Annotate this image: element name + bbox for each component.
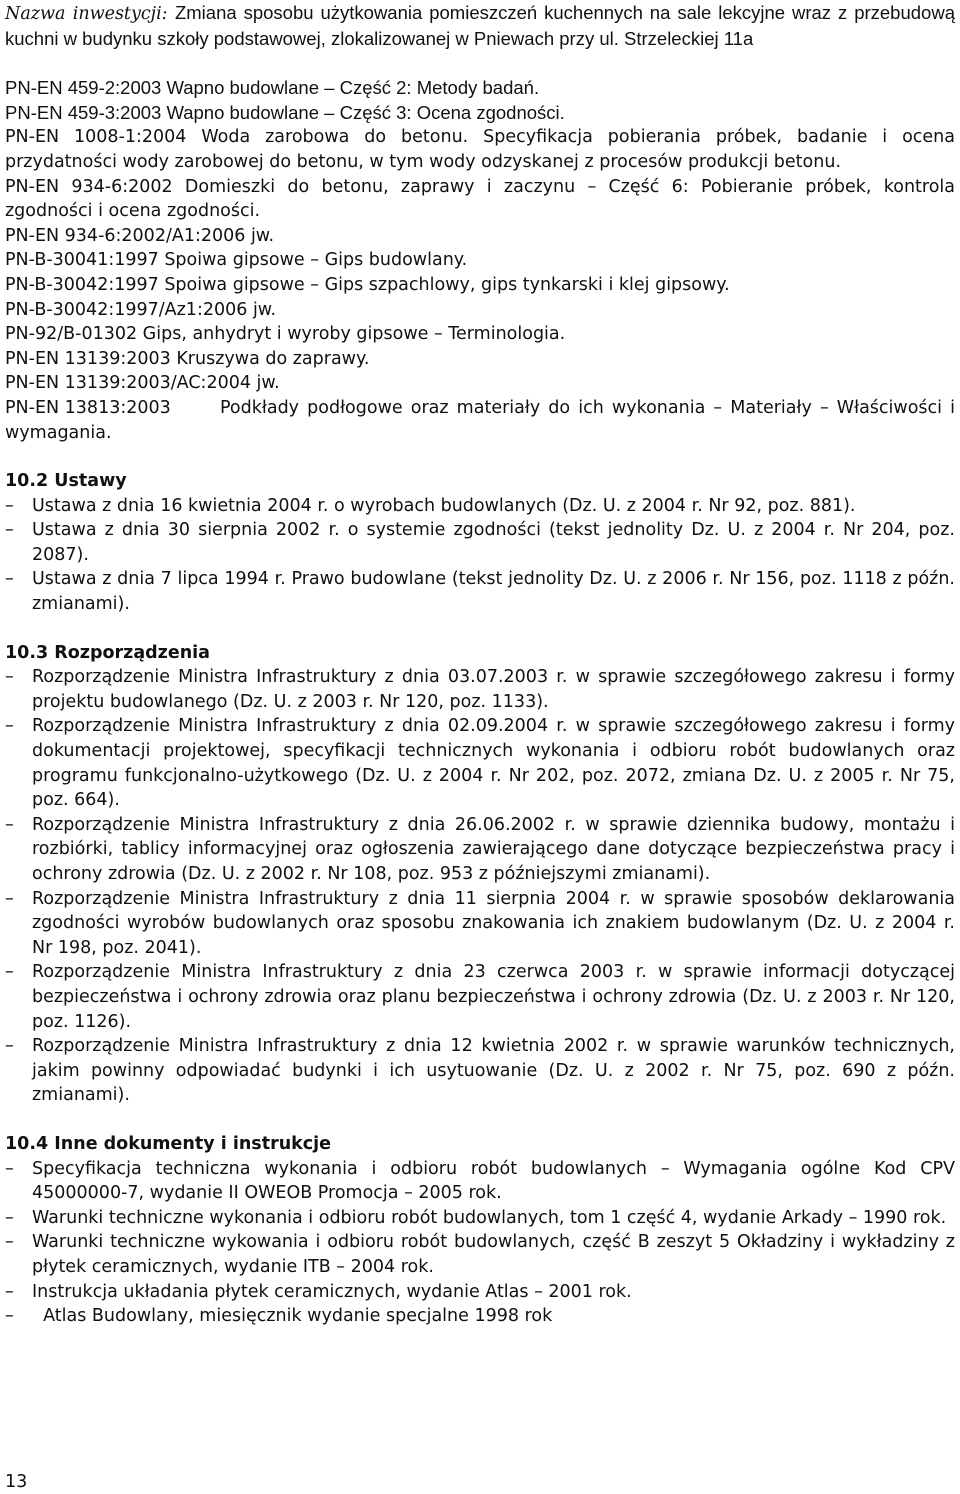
norm-item: PN-EN 934-6:2002/A1:2006 jw. xyxy=(5,225,275,246)
norm-item: PN-B-30041:1997 Spoiwa gipsowe – Gips budowlany. xyxy=(5,250,468,271)
dash-marker: – xyxy=(5,667,14,688)
dash-marker: – xyxy=(5,1036,14,1057)
dash-marker: – xyxy=(5,520,14,541)
list-item: – Instrukcja układania płytek ceramicznych, wydanie Atlas – 2001 rok. xyxy=(5,1280,955,1305)
dash-marker: – xyxy=(5,1281,14,1302)
norm-text: Podkłady podłogowe oraz materiały do ich wykonania – Materiały – Właściwości i wymagania. xyxy=(5,397,955,443)
section-heading-ustawy: 10.2 Ustawy xyxy=(5,471,127,492)
section-list-inne-dokumenty xyxy=(5,1157,955,1329)
dash-marker: – xyxy=(5,569,14,590)
list-item: – Rozporządzenie Ministra Infrastruktury z dnia 26.06.2002 r. w sprawie dziennika budowy, montażu i rozbiórki, tablicy informacyjnej oraz ogłoszenia zawierającego dane dotyczące bezpieczeństwa pracy i ochrony zdrowia (Dz. U. z 2002 r. Nr 108, poz. 953 z późniejszymi zmianami). xyxy=(5,814,955,884)
dash-marker: – xyxy=(5,495,14,516)
norm-item: PN-EN 13139:2003 Kruszywa do zaprawy. xyxy=(5,348,370,369)
norm-item: PN-EN 1008-1:2004 Woda zarobowa do betonu. Specyfikacja pobierania próbek, badanie i ocena przydatności wody zarobowej do betonu, w tym wody odzyskanej z procesów produkcji betonu. xyxy=(5,127,955,172)
investment-title: Zmiana sposobu użytkowania pomieszczeń kuchennych na sale lekcyjne wraz z przebudową kuchni w budynku szkoły podstawowej, zlokalizowanej w Pniewach przy ul. Strzeleckiej 11a xyxy=(5,2,955,49)
section-list-rozporzadzenia xyxy=(5,665,955,1108)
dash-marker: – xyxy=(5,1158,14,1179)
investment-header xyxy=(5,1,955,52)
section-list-ustawy xyxy=(5,494,955,617)
dash-marker: – xyxy=(5,1207,14,1228)
dash-marker: – xyxy=(5,962,14,983)
list-item: – Rozporządzenie Ministra Infrastruktury z dnia 02.09.2004 r. w sprawie szczegółowego zakresu i formy dokumentacji projektowej, specyfikacji technicznych wykonania i odbioru robót budowlanych oraz programu funkcjonalno-użytkowego (Dz. U. z 2004 r. Nr 202, poz. 2072, zmiana Dz. U. z 2005 r. Nr 75, poz. 664). xyxy=(5,716,955,811)
section-heading-rozporzadzenia: 10.3 Rozporządzenia xyxy=(5,642,210,663)
dash-marker: – xyxy=(5,888,14,909)
norm-item: PN-92/B-01302 Gips, anhydryt i wyroby gipsowe – Terminologia. xyxy=(5,324,566,345)
list-item: – Specyfikacja techniczna wykonania i odbioru robót budowlanych – Wymagania ogólne Kod CPV 45000000-7, wydanie II OWEOB Promocja – 2005 rok. xyxy=(5,1158,955,1204)
dash-marker: – xyxy=(5,1232,14,1253)
document-page xyxy=(5,0,955,1329)
norm-code: PN-EN 13813:2003 xyxy=(5,397,171,418)
investment-label: Nazwa inwestycji: xyxy=(5,4,168,24)
norm-item: PN-EN 13139:2003/AC:2004 jw. xyxy=(5,373,280,394)
dash-marker: – xyxy=(5,1306,14,1327)
page-number: 13 xyxy=(5,1472,28,1492)
norms-arial-list xyxy=(5,76,955,125)
list-item: – Atlas Budowlany, miesięcznik wydanie specjalne 1998 rok xyxy=(5,1304,955,1329)
norm-item: PN-EN 934-6:2002 Domieszki do betonu, zaprawy i zaczynu – Część 6: Pobieranie próbek, kontrola zgodności i ocena zgodności. xyxy=(5,176,955,222)
list-item: – Ustawa z dnia 7 lipca 1994 r. Prawo budowlane (tekst jednolity Dz. U. z 2006 r. Nr 156, poz. 1118 z późn. zmianami). xyxy=(5,569,955,615)
list-item: – Rozporządzenie Ministra Infrastruktury z dnia 23 czerwca 2003 r. w sprawie informacji dotyczącej bezpieczeństwa i ochrony zdrowia oraz planu bezpieczeństwa i ochrony zdrowia (Dz. U. z 2003 r. Nr 120, poz. 1126). xyxy=(5,962,955,1032)
dash-marker: – xyxy=(5,814,14,835)
norm-item: PN-EN 459-3:2003 Wapno budowlane – Część 3: Ocena zgodności. xyxy=(5,101,565,123)
list-item: – Ustawa z dnia 30 sierpnia 2002 r. o systemie zgodności (tekst jednolity Dz. U. z 2004 r. Nr 204, poz. 2087). xyxy=(5,520,955,565)
list-item: – Rozporządzenie Ministra Infrastruktury z dnia 03.07.2003 r. w sprawie szczegółowego zakresu i formy projektu budowlanego (Dz. U. z 2003 r. Nr 120, poz. 1133). xyxy=(5,667,955,712)
norm-item: PN-B-30042:1997 Spoiwa gipsowe – Gips szpachlowy, gips tynkarski i klej gipsowy. xyxy=(5,274,730,295)
section-heading-inne-dokumenty: 10.4 Inne dokumenty i instrukcje xyxy=(5,1133,332,1154)
list-item: – Rozporządzenie Ministra Infrastruktury z dnia 12 kwietnia 2002 r. w sprawie warunków technicznych, jakim powinny odpowiadać budynki i ich usytuowanie (Dz. U. z 2002 r. Nr 75, poz. 690 z późn. zmianami). xyxy=(5,1036,955,1106)
norm-item-last xyxy=(5,396,955,445)
list-item: – Warunki techniczne wykonania i odbioru robót budowlanych, tom 1 część 4, wydanie Arkady – 1990 rok. xyxy=(5,1206,955,1231)
norm-item: PN-EN 459-2:2003 Wapno budowlane – Część 2: Metody badań. xyxy=(5,77,540,99)
dash-marker: – xyxy=(5,716,14,737)
list-item: – Ustawa z dnia 16 kwietnia 2004 r. o wyrobach budowlanych (Dz. U. z 2004 r. Nr 92, poz. 881). xyxy=(5,494,955,519)
list-item: – Rozporządzenie Ministra Infrastruktury z dnia 11 sierpnia 2004 r. w sprawie sposobów deklarowania zgodności wyrobów budowlanych oraz sposobu znakowania ich znakiem budowlanym (Dz. U. z 2004 r. Nr 198, poz. 2041). xyxy=(5,888,955,958)
norm-item: PN-B-30042:1997/Az1:2006 jw. xyxy=(5,299,277,320)
list-item: – Warunki techniczne wykowania i odbioru robót budowlanych, część B zeszyt 5 Okładziny i wykładziny z płytek ceramicznych, wydanie ITB – 2004 rok. xyxy=(5,1232,955,1277)
norms-list xyxy=(5,125,955,445)
